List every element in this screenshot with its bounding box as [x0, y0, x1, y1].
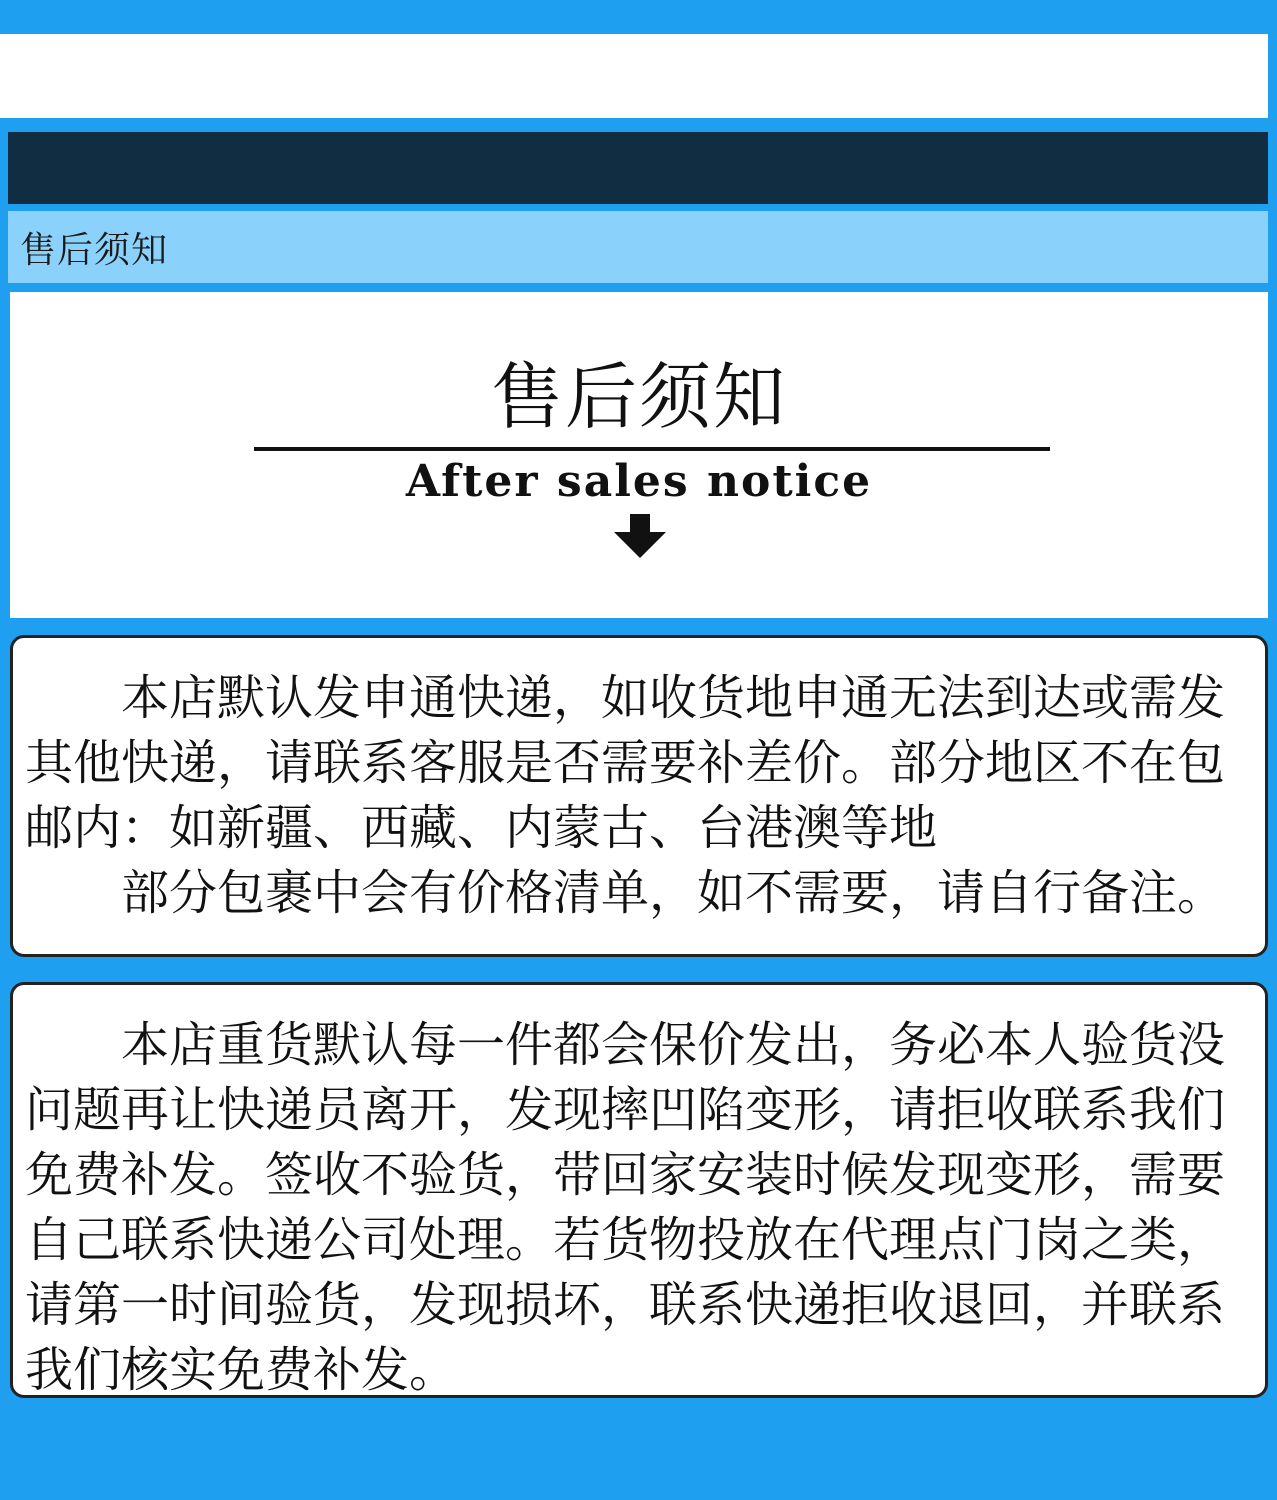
title-divider [254, 447, 1050, 451]
notice-title: 售后须知 [490, 355, 787, 439]
notice-header-panel [10, 292, 1268, 618]
notice-subtitle: After sales notice [405, 456, 873, 507]
notice-paragraph: 本店默认发申通快递，如收货地申通无法到达或需发其他快递，请联系客服是否需要补差价。部分地区不在包邮内：如新疆、西藏、内蒙古、台港澳等地 [25, 670, 1226, 856]
dark-header-bar [8, 132, 1268, 204]
notice-paragraph: 部分包裹中会有价格清单，如不需要，请自行备注。 [121, 865, 1226, 921]
top-blank-banner [0, 34, 1268, 118]
section-label: 售后须知 [20, 229, 169, 271]
notice-paragraph: 本店重货默认每一件都会保价发出，务必本人验货没问题再让快递员离开，发现摔凹陷变形，请拒收联系我们免费补发。签收不验货，带回家安装时候发现变形，需要自己联系快递公司处理。若货物投放在代理点门岗之类，请第一时间验货，发现损坏，联系快递拒收退回，并联系我们核实免费补发。 [25, 1017, 1226, 1398]
section-label-bar [8, 211, 1268, 283]
down-arrow-icon [614, 514, 666, 558]
shipping-notice-box [10, 635, 1268, 957]
inspection-notice-box [10, 982, 1268, 1398]
